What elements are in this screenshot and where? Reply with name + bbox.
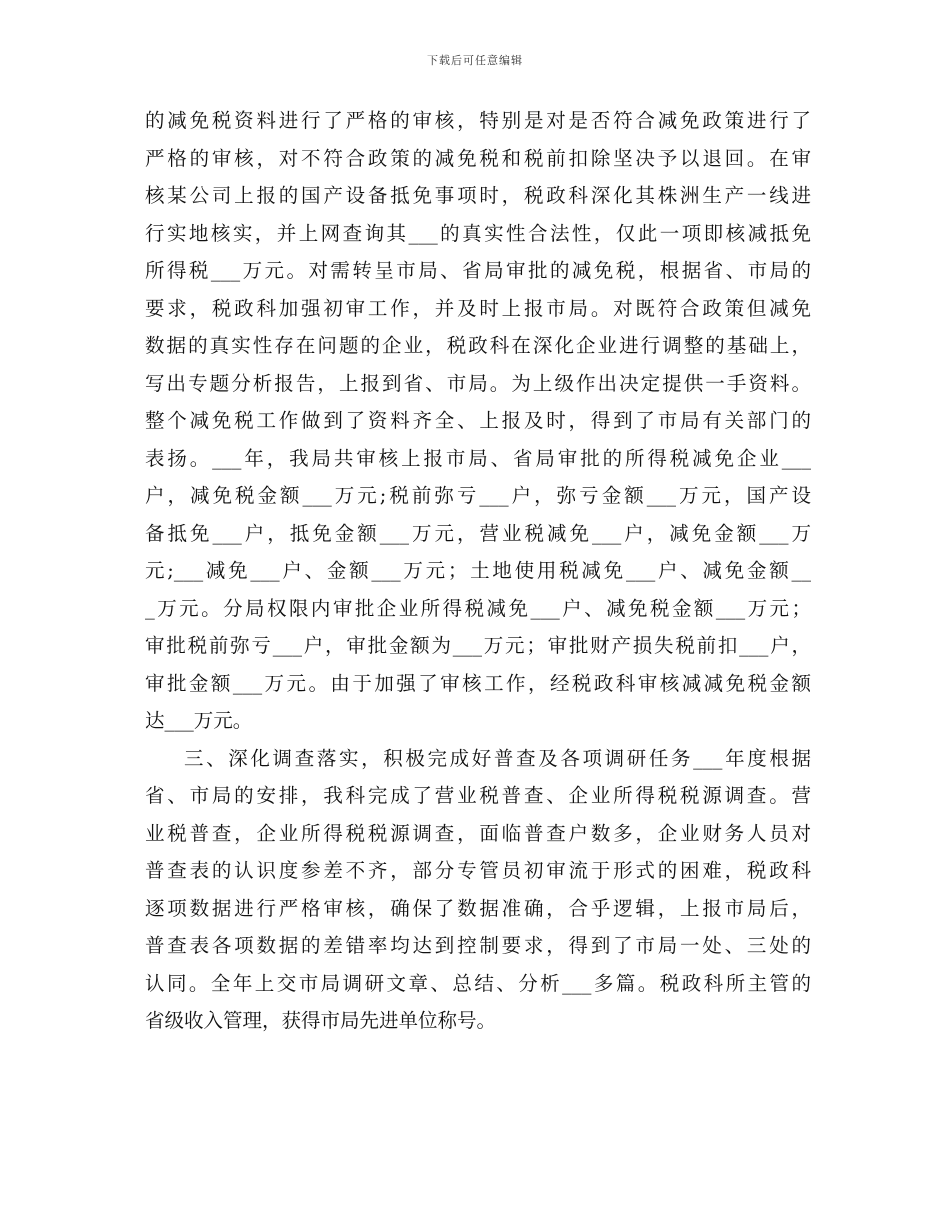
- text-line: 户，减免税金额___万元;税前弥亏___户，弥亏金额___万元，国产设: [145, 484, 811, 507]
- text-line: 认同。全年上交市局调研文章、总结、分析___多篇。税政科所主管的: [145, 971, 811, 995]
- text-line: 备抵免___户，抵免金额___万元，营业税减免___户，减免金额___万: [145, 521, 811, 545]
- text-line: 审批税前弥亏___户，审批金额为___万元；审批财产损失税前扣___户，: [145, 634, 811, 657]
- section-three-first-line: 三、深化调查落实，积极完成好普查及各项调研任务___年度根据: [184, 746, 811, 770]
- text-line: 整个减免税工作做到了资料齐全、上报及时，得到了市局有关部门的: [145, 409, 811, 432]
- text-line: 严格的审核，对不符合政策的减免税和税前扣除坚决予以退回。在审: [145, 146, 811, 170]
- text-line: 数据的真实性存在问题的企业，税政科在深化企业进行调整的基础上，: [145, 334, 811, 357]
- text-line: 所得税___万元。对需转呈市局、省局审批的减免税，根据省、市局的: [145, 259, 811, 282]
- text-line: 表扬。___年，我局共审核上报市局、省局审批的所得税减免企业___: [145, 446, 811, 470]
- text-line: 要求，税政科加强初审工作，并及时上报市局。对既符合政策但减免: [145, 296, 811, 320]
- text-line: 核某公司上报的国产设备抵免事项时，税政科深化其株洲生产一线进: [145, 184, 811, 207]
- document-body: [145, 102, 811, 1040]
- text-line: 业税普查，企业所得税税源调查，面临普查户数多，企业财务人员对: [145, 821, 811, 845]
- text-line: 审批金额___万元。由于加强了审核工作，经税政科审核减减免税金额: [145, 671, 811, 695]
- text-line: 普查表各项数据的差错率均达到控制要求，得到了市局一处、三处的: [145, 934, 811, 957]
- text-line: 写出专题分析报告，上报到省、市局。为上级作出决定提供一手资料。: [145, 371, 811, 395]
- download-note: 下载后可任意编辑: [427, 54, 523, 67]
- text-line-paragraph-end: 省级收入管理，获得市局先进单位称号。: [145, 1009, 497, 1032]
- text-line: 省、市局的安排，我科完成了营业税普查、企业所得税税源调查。营: [145, 784, 811, 807]
- text-line: 的减免税资料进行了严格的审核，特别是对是否符合减免政策进行了: [145, 109, 811, 132]
- text-line: 元;___减免___户、金额___万元；土地使用税减免___户、减免金额__: [145, 559, 811, 582]
- text-line: _万元。分局权限内审批企业所得税减免___户、减免税金额___万元；: [145, 596, 811, 620]
- text-line: 普查表的认识度参差不齐，部分专管员初审流于形式的困难，税政科: [145, 859, 811, 882]
- text-line-paragraph-end: 达___万元。: [145, 709, 253, 732]
- text-line: 行实地核实，并上网查询其___的真实性合法性，仅此一项即核减抵免: [145, 221, 811, 245]
- text-line: 逐项数据进行严格审核，确保了数据准确，合乎逻辑，上报市局后，: [145, 896, 811, 920]
